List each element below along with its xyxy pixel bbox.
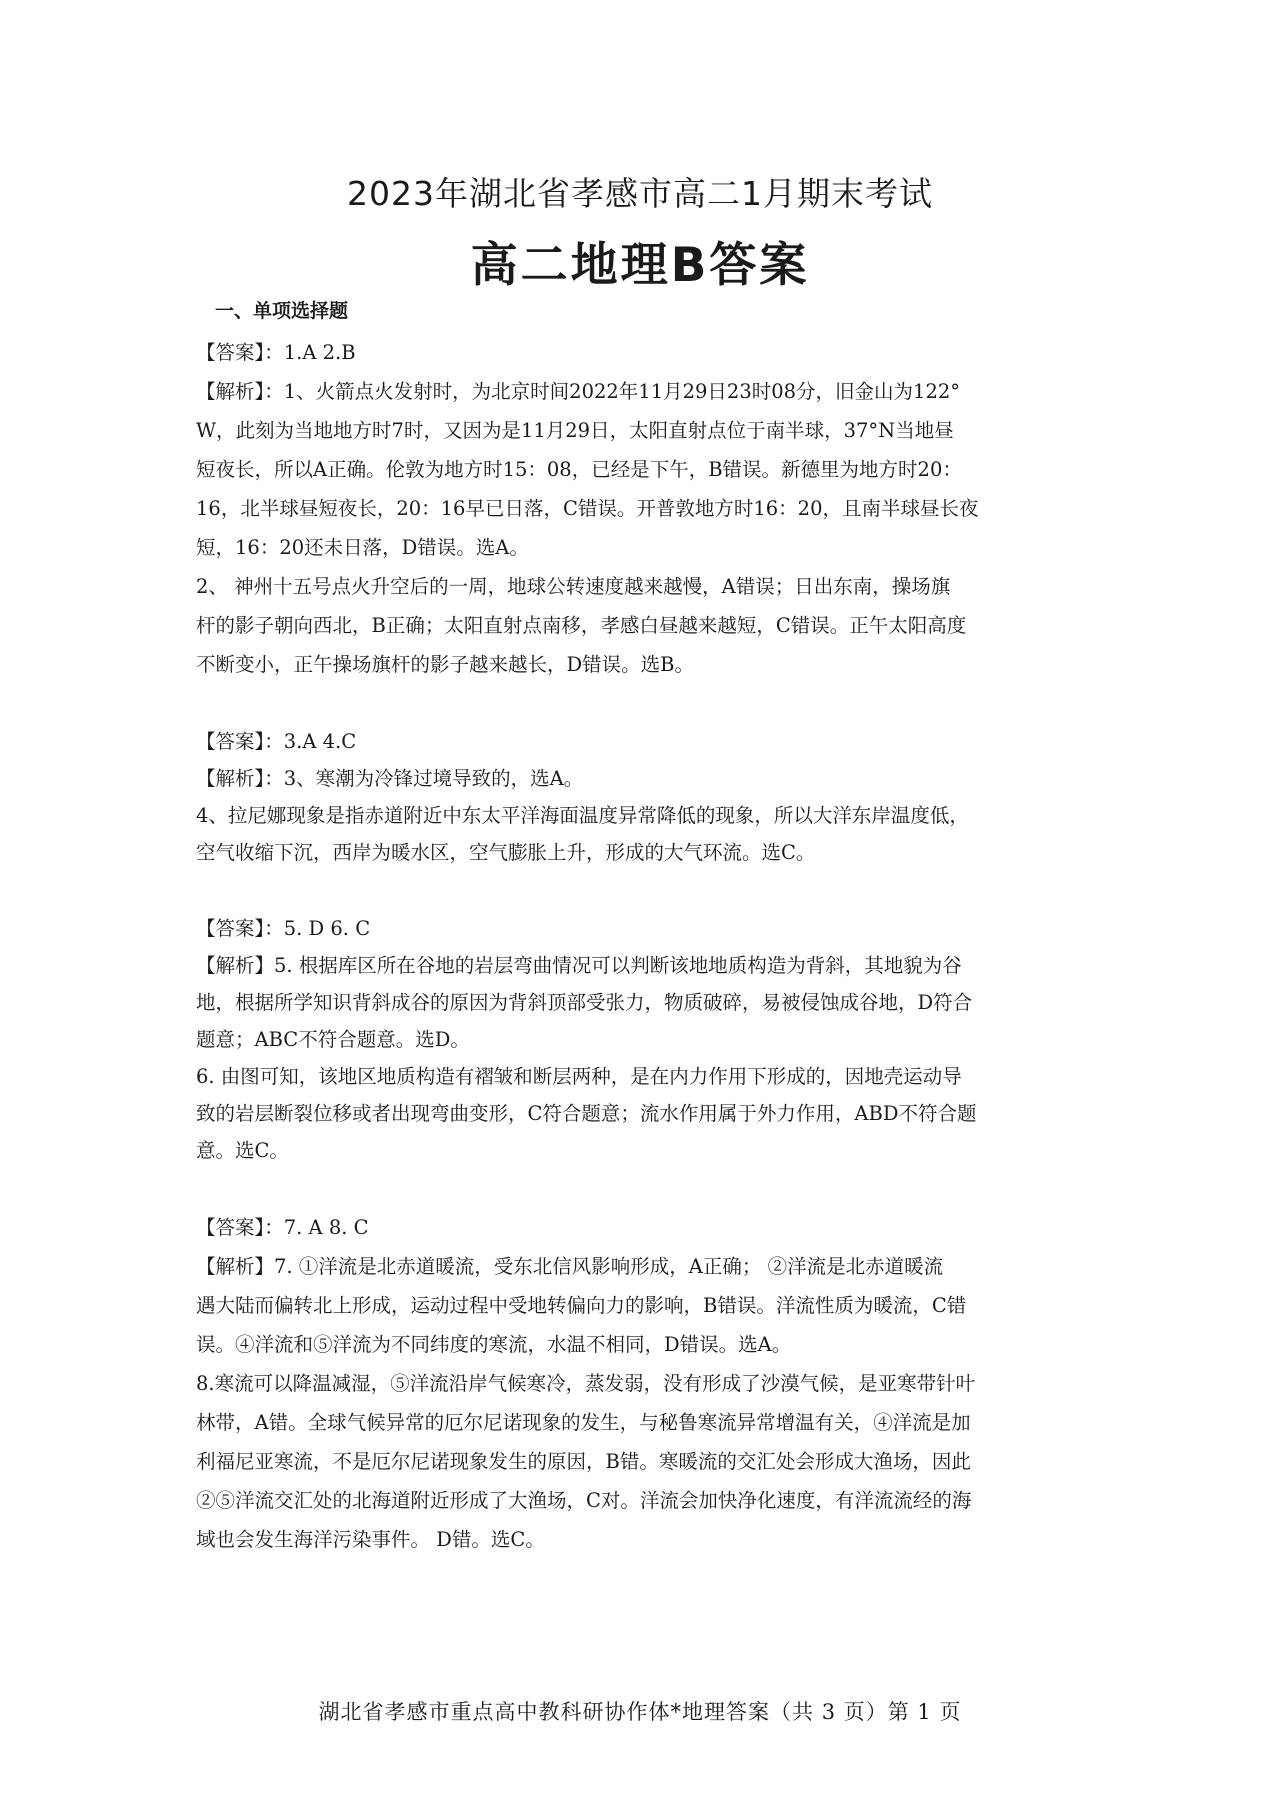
explanation-line: 林带，A错。全球气候异常的厄尔尼诺现象的发生，与秘鲁寒流异常增温有关，④洋流是加	[196, 1411, 971, 1434]
explanation-line: 8.寒流可以降温减湿，⑤洋流沿岸气候寒冷，蒸发弱，没有形成了沙漠气候，是亚寒带针叶	[196, 1372, 976, 1395]
page-footer: 湖北省孝感市重点高中教科研协作体*地理答案（共 3 页）第 1 页	[318, 1700, 962, 1724]
answer-line-q3-4: 【答案】：3.A 4.C	[196, 730, 357, 753]
explanation-line: 域也会发生海洋污染事件。 D错。选C。	[196, 1528, 545, 1551]
explanation-line: 遇大陆而偏转北上形成，运动过程中受地转偏向力的影响，B错误。洋流性质为暖流，C错	[196, 1294, 967, 1317]
explanation-line: 【解析】：3、寒潮为冷锋过境导致的，选A。	[196, 767, 584, 790]
explanation-line: W，此刻为当地地方时7时，又因为是11月29日，太阳直射点位于南半球，37°N当地昼	[196, 419, 954, 442]
explanation-line: 杆的影子朝向西北，B正确；太阳直射点南移，孝感白昼越来越短，C错误。正午太阳高度	[196, 614, 967, 637]
explanation-line: 短，16：20还未日落，D错误。选A。	[196, 536, 529, 559]
answer-subtitle: 高二地理B答案	[470, 238, 810, 293]
explanation-line: 16，北半球昼短夜长，20：16早已日落，C错误。开普敦地方时16：20，且南半球昼长夜	[196, 497, 979, 520]
explanation-line: 不断变小，正午操场旗杆的影子越来越长，D错误。选B。	[196, 653, 694, 676]
explanation-line: 【解析】：1、火箭点火发射时，为北京时间2022年11月29日23时08分，旧金山为122°	[196, 380, 961, 403]
explanation-line: 6. 由图可知，该地区地质构造有褶皱和断层两种，是在内力作用下形成的，因地壳运动导	[196, 1065, 962, 1088]
explanation-line: 空气收缩下沉，西岸为暖水区，空气膨胀上升，形成的大气环流。选C。	[196, 841, 816, 864]
explanation-line: 致的岩层断裂位移或者出现弯曲变形，C符合题意；流水作用属于外力作用，ABD不符合题	[196, 1102, 977, 1125]
exam-title: 2023年湖北省孝感市高二1月期末考试	[347, 174, 933, 213]
explanation-line: 短夜长，所以A正确。伦敦为地方时15：08，已经是下午，B错误。新德里为地方时20：	[196, 458, 962, 481]
explanation-line: 误。④洋流和⑤洋流为不同纬度的寒流，水温不相同，D错误。选A。	[196, 1333, 792, 1356]
explanation-line: 2、 神州十五号点火升空后的一周，地球公转速度越来越慢，A错误；日出东南，操场旗	[196, 575, 951, 598]
answer-content	[196, 333, 1096, 1559]
explanation-line: 4、拉尼娜现象是指赤道附近中东太平洋海面温度异常降低的现象，所以大洋东岸温度低，	[196, 804, 969, 827]
answer-line-q5-6: 【答案】：5. D 6. C	[196, 917, 371, 940]
explanation-line: 意。选C。	[196, 1139, 289, 1162]
explanation-line: ②⑤洋流交汇处的北海道附近形成了大渔场，C对。洋流会加快净化速度，有洋流流经的海	[196, 1489, 972, 1512]
explanation-line: 利福尼亚寒流，不是厄尔尼诺现象发生的原因，B错。寒暖流的交汇处会形成大渔场，因此	[196, 1450, 971, 1473]
answer-line-q1-2: 【答案】：1.A 2.B	[196, 341, 356, 364]
answer-line-q7-8: 【答案】：7. A 8. C	[196, 1216, 369, 1239]
explanation-line: 地，根据所学知识背斜成谷的原因为背斜顶部受张力，物质破碎，易被侵蚀成谷地，D符合	[196, 991, 973, 1014]
explanation-line: 【解析】7. ①洋流是北赤道暖流，受东北信风影响形成，A正确； ②洋流是北赤道暖流	[196, 1255, 944, 1278]
section-heading: 一、单项选择题	[215, 300, 349, 322]
explanation-line: 题意；ABC不符合题意。选D。	[196, 1028, 470, 1051]
explanation-line: 【解析】5. 根据库区所在谷地的岩层弯曲情况可以判断该地地质构造为背斜，其地貌为谷	[196, 954, 962, 977]
